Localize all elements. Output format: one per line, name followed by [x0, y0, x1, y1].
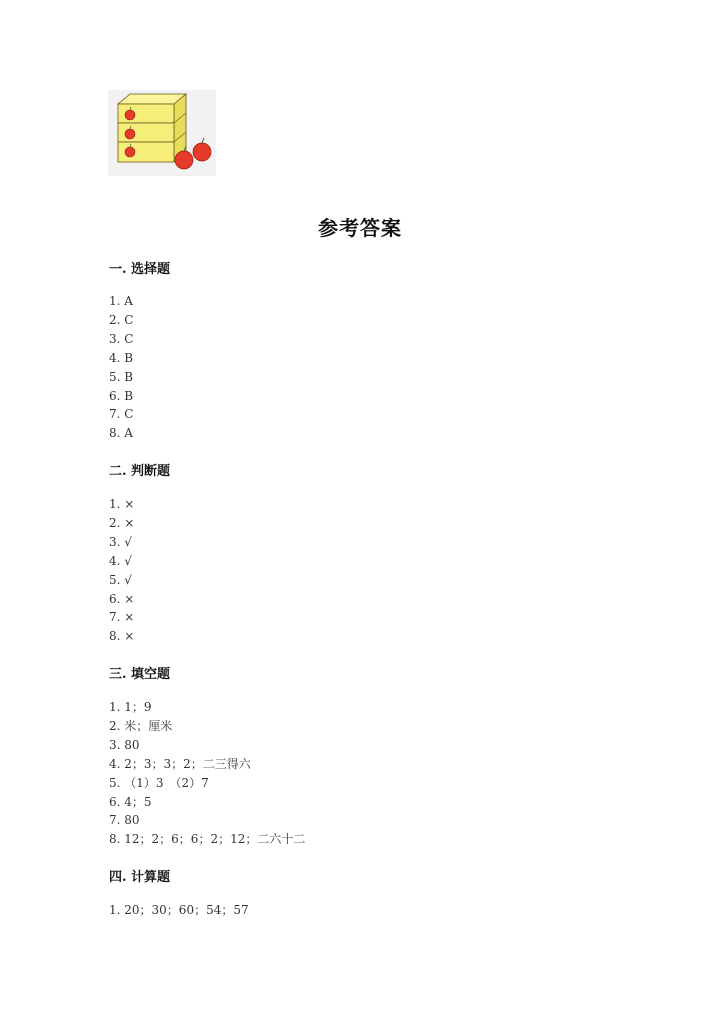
list-item: 5. B	[109, 369, 134, 384]
list-item: 8. ×	[109, 629, 135, 644]
list-item: 6. 4；5	[109, 794, 152, 809]
list-item: 4. 2；3；3；2；二三得六	[109, 756, 251, 771]
list-item: 2. C	[109, 312, 134, 327]
stacked-boxes-with-apples-icon	[108, 90, 216, 176]
drawer-apple-2	[125, 129, 135, 139]
section-heading-choice: 一. 选择题	[109, 262, 171, 277]
drawer-apple-1	[125, 110, 135, 120]
list-item: 8. A	[109, 426, 133, 441]
drawer-apple-3	[125, 147, 135, 157]
list-item: 8. 12；2；6；6；2；12；二六十二	[109, 832, 306, 847]
list-item: 6. ×	[109, 591, 135, 606]
list-item: 1. ×	[109, 497, 135, 511]
list-item: 3. 80	[109, 737, 140, 752]
list-item: 2. 米；厘米	[109, 718, 173, 733]
list-item: 7. ×	[109, 610, 135, 625]
list-item: 5. （1）3 （2）7	[109, 775, 209, 790]
list-item: 7. C	[109, 407, 134, 422]
list-item: 3. C	[109, 331, 134, 346]
list-item: 7. 80	[109, 813, 140, 828]
section-heading-fill-blank: 三. 填空题	[109, 667, 171, 682]
list-item: 6. B	[109, 388, 134, 403]
list-item: 4. B	[109, 350, 134, 365]
apple-1	[175, 151, 193, 169]
list-item: 1. A	[109, 294, 133, 308]
list-item: 4. √	[109, 553, 132, 568]
list-item: 2. ×	[109, 515, 135, 530]
section-heading-judgement: 二. 判断题	[109, 464, 171, 479]
section-heading-calculation: 四. 计算题	[109, 870, 171, 885]
apple-2	[193, 143, 211, 161]
answer-list-fill-blank	[109, 698, 305, 849]
list-item: 1. 1；9	[109, 700, 152, 714]
answer-list-judgement	[109, 495, 134, 646]
list-item: 5. √	[109, 572, 132, 587]
answer-list-calculation	[109, 901, 249, 920]
list-item: 3. √	[109, 534, 132, 549]
answer-list-choice	[109, 292, 133, 443]
page-title: 参考答案	[318, 216, 402, 240]
list-item: 1. 20；30；60；54；57	[109, 903, 249, 917]
